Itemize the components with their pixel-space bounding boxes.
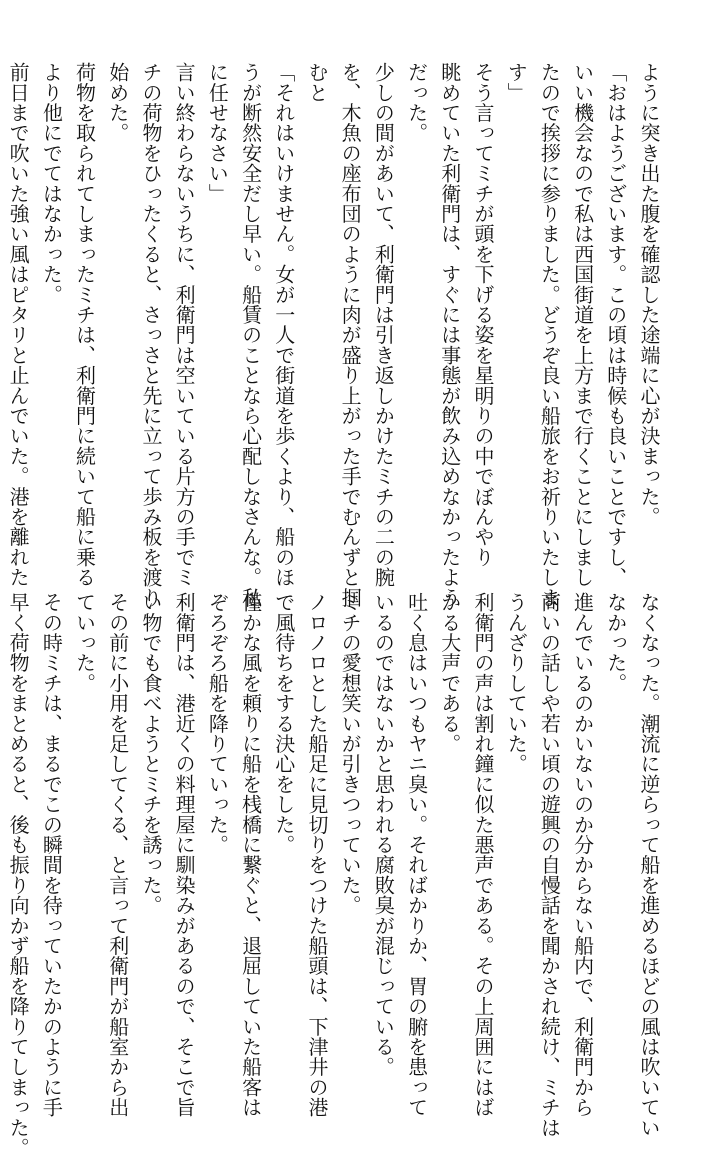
text-line: ぞろぞろ船を降りていった。	[205, 592, 230, 855]
text-line: を、木魚の座布団のように肉が盛り上がった手でむんずと掴	[338, 62, 363, 608]
text-line: 「おはようございます。この頃は時候も良いことですし、	[603, 62, 628, 588]
text-line: いるのではないかと思われる腐敗臭が混じっている。	[371, 592, 396, 1077]
text-line: 「それはいけません。女が一人で街道を歩くより、船のほ	[271, 62, 296, 588]
text-line: たので挨拶に参りました。どうぞ良い船旅をお祈りいたしま	[537, 62, 562, 608]
text-line: むと	[304, 62, 329, 103]
text-line: 少しの間があいて、利衛門は引き返しかけたミチの二の腕	[371, 62, 396, 588]
text-line: ていった。	[72, 592, 97, 693]
text-line: うが断然安全だし早い。船賃のことなら心配しなさんな。私	[238, 62, 263, 608]
text-line: 眺めていた利衛門は、すぐには事態が飲み込めなかったよう	[437, 62, 462, 608]
text-line	[0, 592, 1, 1087]
lower-text-block	[6, 592, 665, 1158]
text-line: 進んでいるのかいないのか分からない船内で、利衛門から	[570, 592, 595, 1118]
upper-text-block	[6, 62, 665, 608]
text-line: に任せなさい」	[205, 62, 230, 204]
text-line: ノロノロとした船足に見切りをつけた船頭は、下津井の港	[304, 592, 329, 1118]
text-line: なかった。	[603, 592, 628, 693]
text-line: チの荷物をひったくると、さっさと先に立って歩み板を渡り	[138, 62, 163, 608]
text-line: 言い終わらないうちに、利衛門は空いている片方の手でミ	[172, 62, 197, 588]
text-line: 前日まで吹いた強い風はピタリと止んでいた。港を離れた	[6, 62, 31, 588]
text-line: うんざりしていた。	[504, 592, 529, 774]
text-line: より他にでてはなかった。	[39, 62, 64, 305]
text-line: なくなった。潮流に逆らって船を進めるほどの風は吹いてい	[637, 592, 661, 1138]
text-line: す」	[504, 62, 529, 103]
text-line: ように突き出た腹を確認した途端に心が決まった。	[637, 62, 661, 527]
text-line: 僅かな風を頼りに船を桟橋に繋ぐと、退屈していた船客は	[238, 592, 263, 1118]
text-line: 荷物を取られてしまったミチは、利衛門に続いて船に乗る	[72, 62, 97, 588]
text-line: その時ミチは、まるでこの瞬間を待っていたかのように手	[39, 592, 64, 1118]
text-line: だった。	[404, 62, 429, 143]
text-line: で風待ちをする決心をした。	[271, 592, 296, 855]
text-line: 早く荷物をまとめると、後も振り向かず船を降りてしまった。	[6, 592, 31, 1158]
text-line: 吐く息はいつもヤニ臭い。そればかりか、胃の腑を患って	[404, 592, 429, 1118]
text-line: いい機会なので私は西国街道を上方まで行くことにしまし	[570, 62, 595, 588]
text-line: かる大声である。	[437, 592, 462, 754]
text-line: そう言ってミチが頭を下げる姿を星明りの中でぼんやり	[470, 62, 495, 567]
text-line: 商いの話しや若い頃の遊興の自慢話を聞かされ続け、ミチは	[537, 592, 562, 1138]
text-line: ミチの愛想笑いが引きつっていた。	[338, 592, 363, 916]
text-line: 利衛門は、港近くの料理屋に馴染みがあるので、そこで旨	[172, 592, 197, 1118]
text-line: 始めた。	[105, 62, 130, 143]
text-line: その前に小用を足してくる、と言って利衛門が船室から出	[105, 592, 130, 1118]
text-line	[0, 62, 1, 557]
text-line: い物でも食べようとミチを誘った。	[138, 592, 163, 916]
text-line: 利衛門の声は割れ鐘に似た悪声である。その上周囲にはば	[470, 592, 495, 1118]
